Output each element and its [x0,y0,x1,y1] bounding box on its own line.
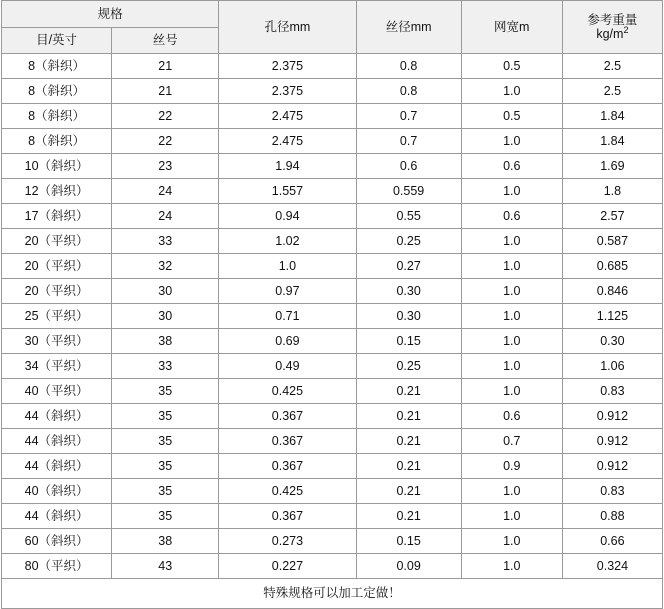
table-cell: 44（斜织） [2,404,112,429]
table-cell: 2.57 [562,204,662,229]
table-cell: 0.25 [356,229,461,254]
table-body [2,54,663,579]
table-row [2,429,663,454]
table-cell: 0.09 [356,554,461,579]
table-cell: 44（斜织） [2,504,112,529]
table-cell: 0.83 [562,379,662,404]
table-cell: 17（斜织） [2,204,112,229]
table-cell: 22 [112,104,219,129]
table-cell: 1.0 [461,79,562,104]
table-row [2,54,663,79]
table-cell: 60（斜织） [2,529,112,554]
table-row [2,329,663,354]
table-cell: 35 [112,379,219,404]
footer-row [2,579,663,609]
table-cell: 0.94 [219,204,356,229]
table-cell: 30 [112,304,219,329]
table-cell: 0.587 [562,229,662,254]
table-cell: 0.846 [562,279,662,304]
table-cell: 43 [112,554,219,579]
table-cell: 0.21 [356,454,461,479]
table-cell: 0.425 [219,479,356,504]
table-cell: 0.227 [219,554,356,579]
table-row [2,129,663,154]
table-row [2,254,663,279]
table-cell: 0.66 [562,529,662,554]
table-row [2,504,663,529]
table-cell: 8（斜织） [2,54,112,79]
table-row [2,404,663,429]
table-cell: 2.475 [219,104,356,129]
table-cell: 35 [112,504,219,529]
table-cell: 1.0 [219,254,356,279]
table-cell: 0.8 [356,54,461,79]
table-cell: 0.6 [461,404,562,429]
table-cell: 0.425 [219,379,356,404]
table-cell: 0.88 [562,504,662,529]
table-cell: 0.25 [356,354,461,379]
table-cell: 0.685 [562,254,662,279]
table-cell: 1.0 [461,129,562,154]
table-row [2,279,663,304]
table-row [2,79,663,104]
table-cell: 44（斜织） [2,454,112,479]
table-row [2,204,663,229]
table-row [2,529,663,554]
table-cell: 80（平织） [2,554,112,579]
table-cell: 30（平织） [2,329,112,354]
table-cell: 0.367 [219,454,356,479]
table-cell: 8（斜织） [2,104,112,129]
table-cell: 1.84 [562,104,662,129]
table-cell: 24 [112,179,219,204]
table-cell: 0.27 [356,254,461,279]
header-aperture: 孔径mm [219,1,356,54]
table-cell: 0.83 [562,479,662,504]
table-cell: 40（平织） [2,379,112,404]
table-cell: 35 [112,454,219,479]
table-cell: 0.30 [562,329,662,354]
table-cell: 1.0 [461,379,562,404]
table-cell: 1.0 [461,329,562,354]
table-cell: 0.559 [356,179,461,204]
header-reference-weight [562,1,662,54]
table-cell: 2.475 [219,129,356,154]
table-cell: 0.5 [461,104,562,129]
table-cell: 2.5 [562,54,662,79]
table-cell: 33 [112,229,219,254]
table-cell: 44（斜织） [2,429,112,454]
table-cell: 0.367 [219,404,356,429]
table-cell: 1.0 [461,554,562,579]
table-row [2,379,663,404]
table-cell: 0.30 [356,279,461,304]
table-cell: 0.367 [219,429,356,454]
header-reference-weight-line1: 参考重量 [587,12,638,27]
table-cell: 1.0 [461,479,562,504]
table-row [2,104,663,129]
table-row [2,304,663,329]
table-cell: 0.21 [356,379,461,404]
table-cell: 23 [112,154,219,179]
table-cell: 0.5 [461,54,562,79]
table-cell: 30 [112,279,219,304]
table-cell: 24 [112,204,219,229]
table-row [2,354,663,379]
table-cell: 25（平织） [2,304,112,329]
table-row [2,554,663,579]
table-cell: 35 [112,479,219,504]
table-cell: 8（斜织） [2,129,112,154]
header-reference-weight-line2: kg/m [596,27,624,41]
table-cell: 0.21 [356,429,461,454]
table-cell: 20（平织） [2,279,112,304]
table-row [2,229,663,254]
table-cell: 0.7 [461,429,562,454]
table-cell: 0.71 [219,304,356,329]
table-cell: 8（斜织） [2,79,112,104]
table-cell: 0.15 [356,329,461,354]
header-wire-number: 丝号 [112,28,219,54]
table-cell: 1.125 [562,304,662,329]
table-header [2,1,663,54]
table-cell: 22 [112,129,219,154]
table-cell: 1.8 [562,179,662,204]
table-cell: 34（平织） [2,354,112,379]
table-cell: 0.21 [356,504,461,529]
table-row [2,479,663,504]
table-cell: 1.0 [461,279,562,304]
table-row [2,154,663,179]
table-cell: 0.55 [356,204,461,229]
header-mesh-per-inch: 目/英寸 [2,28,112,54]
table-cell: 0.6 [461,204,562,229]
table-cell: 1.0 [461,504,562,529]
header-mesh-width: 网宽m [461,1,562,54]
specification-table [1,0,663,609]
table-cell: 2.5 [562,79,662,104]
header-row-top [2,1,663,28]
table-cell: 0.912 [562,429,662,454]
table-cell: 0.30 [356,304,461,329]
table-cell: 1.0 [461,229,562,254]
table-cell: 35 [112,404,219,429]
table-cell: 21 [112,54,219,79]
table-cell: 0.97 [219,279,356,304]
table-cell: 38 [112,529,219,554]
header-spec-group: 规格 [2,1,219,28]
table-cell: 0.7 [356,104,461,129]
table-cell: 1.0 [461,304,562,329]
table-cell: 0.6 [461,154,562,179]
table-cell: 0.273 [219,529,356,554]
table-cell: 32 [112,254,219,279]
table-cell: 1.0 [461,529,562,554]
table-cell: 0.6 [356,154,461,179]
table-cell: 1.02 [219,229,356,254]
table-cell: 33 [112,354,219,379]
table-cell: 0.69 [219,329,356,354]
table-cell: 1.06 [562,354,662,379]
table-cell: 0.367 [219,504,356,529]
table-cell: 0.9 [461,454,562,479]
table-cell: 10（斜织） [2,154,112,179]
table-cell: 0.49 [219,354,356,379]
table-cell: 21 [112,79,219,104]
table-cell: 0.15 [356,529,461,554]
table-cell: 0.21 [356,479,461,504]
table-cell: 38 [112,329,219,354]
header-wire-diameter: 丝径mm [356,1,461,54]
table-cell: 1.94 [219,154,356,179]
table-cell: 1.0 [461,354,562,379]
table-cell: 0.21 [356,404,461,429]
table-cell: 2.375 [219,54,356,79]
header-reference-weight-exponent: 2 [623,24,629,35]
table-cell: 0.912 [562,454,662,479]
table-row [2,179,663,204]
table-cell: 40（斜织） [2,479,112,504]
table-cell: 12（斜织） [2,179,112,204]
table-cell: 2.375 [219,79,356,104]
table-footer [2,579,663,609]
table-cell: 0.324 [562,554,662,579]
table-cell: 0.912 [562,404,662,429]
table-cell: 1.0 [461,254,562,279]
table-row [2,454,663,479]
table-cell: 0.8 [356,79,461,104]
table-cell: 1.557 [219,179,356,204]
table-cell: 35 [112,429,219,454]
table-cell: 1.0 [461,179,562,204]
table-cell: 1.84 [562,129,662,154]
table-cell: 1.69 [562,154,662,179]
footer-note: 特殊规格可以加工定做！ [2,579,663,609]
table-cell: 20（平织） [2,229,112,254]
table-cell: 20（平织） [2,254,112,279]
table-cell: 0.7 [356,129,461,154]
